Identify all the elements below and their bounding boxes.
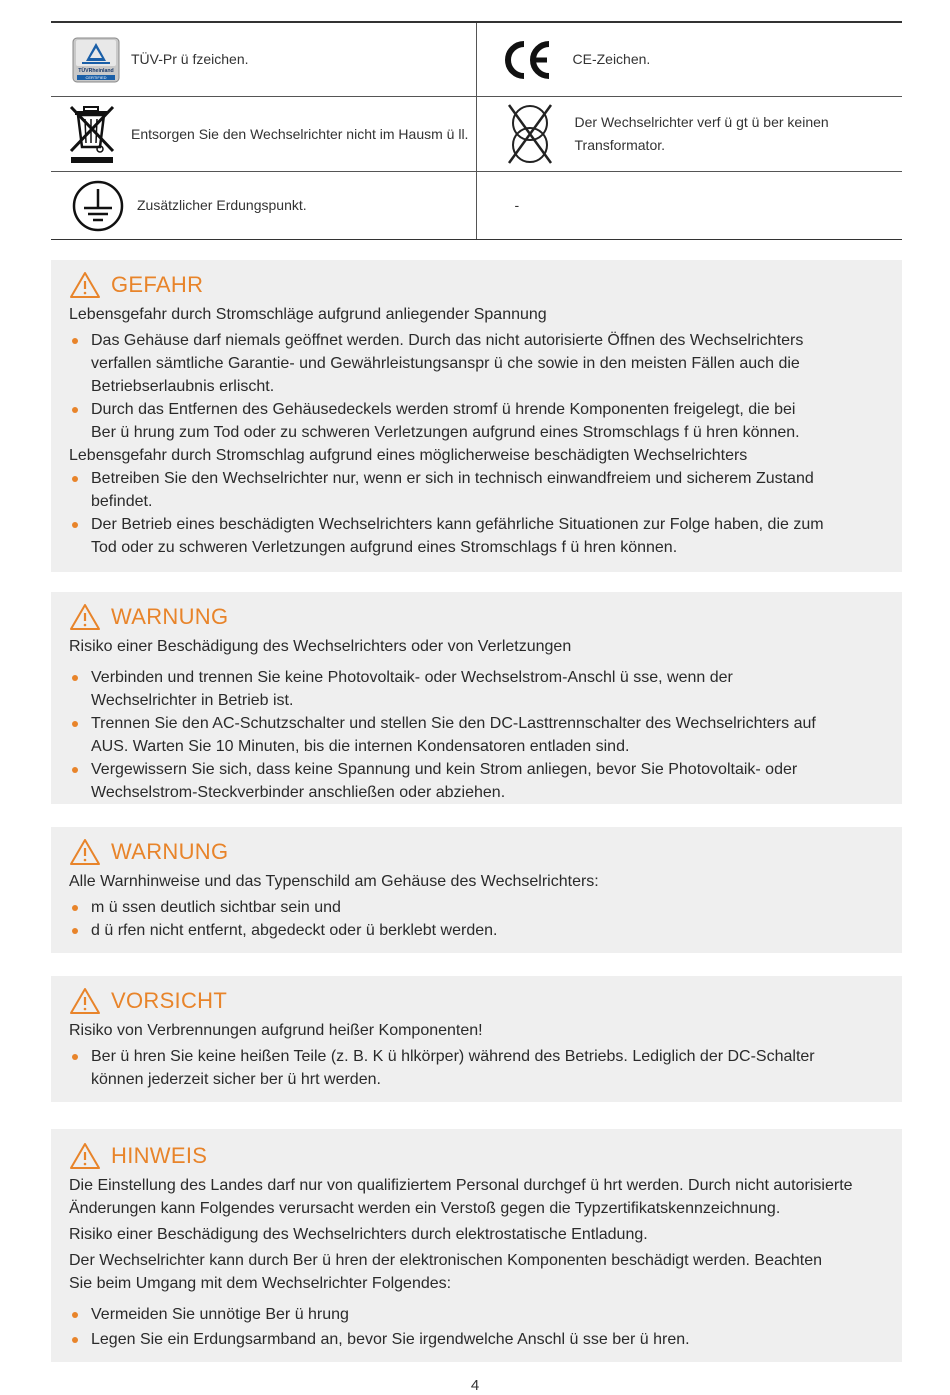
notice-box <box>51 1129 902 1362</box>
bullet-line: Durch das Entfernen des Gehäusedeckels werden stromf ü hrende Komponenten freigelegt, die bei <box>91 401 796 418</box>
bullet-line: Vermeiden Sie unnötige Ber ü hrung <box>91 1306 349 1323</box>
notice-paragraph-2: Risiko einer Beschädigung des Wechselrichters durch elektrostatische Entladung. <box>69 1226 648 1243</box>
warning-triangle-icon <box>69 271 101 299</box>
caution-box <box>51 976 902 1102</box>
caution-bullets <box>69 1045 884 1091</box>
bullet-line: Legen Sie ein Erdungsarmband an, bevor Sie irgendwelche Anschl ü sse ber ü hren. <box>91 1331 690 1348</box>
list-item <box>69 329 884 398</box>
notice-bullets <box>69 1303 884 1351</box>
warning-triangle-icon <box>69 1142 101 1170</box>
tuv-rheinland-certified-icon <box>65 37 127 83</box>
bullet-line: befindet. <box>91 493 153 510</box>
warning-bullets-2 <box>69 896 884 942</box>
danger-intro-2: Lebensgefahr durch Stromschlag aufgrund eines möglicherweise beschädigten Wechselrichters <box>69 447 748 464</box>
notice-paragraph-1b: Änderungen kann Folgendes verursacht werden ein Verstoß gegen die Typzertifikatskennzeichnung. <box>69 1200 781 1217</box>
symbol-cell-ce <box>477 23 903 96</box>
notice-header <box>69 1141 884 1171</box>
list-item <box>69 919 884 942</box>
warning-triangle-icon <box>69 838 101 866</box>
bullet-line: Verbinden und trennen Sie keine Photovoltaik- oder Wechselstrom-Anschl ü sse, wenn der <box>91 669 733 686</box>
list-item <box>69 712 884 758</box>
empty-cell-dash: - <box>514 197 520 213</box>
bullet-line: Der Betrieb eines beschädigten Wechselrichters kann gefährliche Situationen zur Folge haben, die zum <box>91 516 824 533</box>
ce-label: CE-Zeichen. <box>572 51 651 67</box>
bullet-line: m ü ssen deutlich sichtbar sein und <box>91 899 341 916</box>
warning-title-1: WARNUNG <box>111 604 229 629</box>
weee-label: Entsorgen Sie den Wechselrichter nicht im Hausm ü ll. <box>131 125 469 142</box>
symbol-row <box>51 23 902 97</box>
danger-title: GEFAHR <box>111 272 204 297</box>
symbol-cell-ground <box>51 172 477 239</box>
warning-triangle-icon <box>69 987 101 1015</box>
page-number: 4 <box>470 1377 480 1394</box>
list-item <box>69 896 884 919</box>
crossed-transformer-icon <box>505 101 555 167</box>
caution-header <box>69 986 884 1016</box>
warning-intro-2: Alle Warnhinweise und das Typenschild am Gehäuse des Wechselrichters: <box>69 873 599 890</box>
bullet-line: Wechselrichter in Betrieb ist. <box>91 692 294 709</box>
bullet-line: Betreiben Sie den Wechselrichter nur, wenn er sich in technisch einwandfreiem und sicherem Zustand <box>91 470 814 487</box>
list-item <box>69 513 884 559</box>
symbol-table <box>51 21 902 240</box>
bullet-line: Tod oder zu schweren Verletzungen aufgrund eines Stromschlags f ü hren können. <box>91 539 678 556</box>
danger-bullets-1 <box>69 329 884 444</box>
danger-box <box>51 260 902 572</box>
ground-icon <box>67 179 129 233</box>
crossed-bin-icon <box>61 103 123 165</box>
ground-label: Zusätzlicher Erdungspunkt. <box>137 197 307 213</box>
list-item <box>69 467 884 513</box>
warning-header-2 <box>69 837 884 867</box>
warning-bullets-1 <box>69 666 884 804</box>
warning-title-2: WARNUNG <box>111 839 229 864</box>
warning-box-1 <box>51 592 902 804</box>
list-item <box>69 398 884 444</box>
bullet-line: AUS. Warten Sie 10 Minuten, bis die internen Kondensatoren entladen sind. <box>91 738 630 755</box>
symbol-row <box>51 172 902 239</box>
warning-intro-1: Risiko einer Beschädigung des Wechselrichters oder von Verletzungen <box>69 638 572 655</box>
list-item <box>69 666 884 712</box>
list-item <box>69 1303 884 1326</box>
bullet-line: können jederzeit sicher ber ü hrt werden. <box>91 1071 381 1088</box>
bullet-line: Trennen Sie den AC-Schutzschalter und stellen Sie den DC-Lasttrennschalter des Wechselrichters auf <box>91 715 816 732</box>
warning-header-1 <box>69 602 884 632</box>
warning-box-2 <box>51 827 902 953</box>
no-transformer-label <box>575 111 829 157</box>
bullet-line: d ü rfen nicht entfernt, abgedeckt oder ü berklebt werden. <box>91 922 498 939</box>
bullet-line: Wechselstrom-Steckverbinder anschließen oder abziehen. <box>91 784 506 801</box>
warning-triangle-icon <box>69 603 101 631</box>
ce-mark-icon <box>503 40 553 80</box>
tuv-badge-line2: CERTIFIED <box>85 74 107 80</box>
bullet-line: Betriebserlaubnis erlischt. <box>91 378 275 395</box>
list-item <box>69 1328 884 1351</box>
bullet-line: Ber ü hren Sie keine heißen Teile (z. B. K ü hlkörper) während des Betriebs. Lediglich der DC-Schalter <box>91 1048 815 1065</box>
symbol-cell-no-transformer <box>477 97 903 171</box>
list-item <box>69 1045 884 1091</box>
notice-paragraph-1a: Die Einstellung des Landes darf nur von qualifiziertem Personal durchgef ü hrt werden. Durch nicht autorisierte <box>69 1177 853 1194</box>
tuv-label: TÜV-Pr ü fzeichen. <box>131 51 249 67</box>
no-transformer-line2: Transformator. <box>574 137 666 153</box>
symbol-row <box>51 97 902 172</box>
notice-paragraph-3b: Sie beim Umgang mit dem Wechselrichter Folgendes: <box>69 1275 452 1292</box>
symbol-cell-empty <box>477 172 903 239</box>
danger-header <box>69 270 884 300</box>
danger-intro-1: Lebensgefahr durch Stromschläge aufgrund anliegender Spannung <box>69 306 547 323</box>
no-transformer-line1: Der Wechselrichter verf ü gt ü ber keinen <box>574 114 829 130</box>
tuv-badge-line1: TÜVRheinland <box>78 67 114 74</box>
caution-title: VORSICHT <box>111 988 228 1013</box>
danger-bullets-2 <box>69 467 884 559</box>
caution-intro: Risiko von Verbrennungen aufgrund heißer Komponenten! <box>69 1022 483 1039</box>
list-item <box>69 758 884 804</box>
symbol-cell-weee <box>51 97 477 171</box>
bullet-line: Das Gehäuse darf niemals geöffnet werden. Durch das nicht autorisierte Öffnen des Wechselrichters <box>91 332 804 349</box>
bullet-line: verfallen sämtliche Garantie- und Gewährleistungsanspr ü che sowie in den meisten Fällen auch die <box>91 355 800 372</box>
notice-title: HINWEIS <box>111 1143 208 1168</box>
notice-paragraph-3a: Der Wechselrichter kann durch Ber ü hren der elektronischen Komponenten beschädigt werden. Beachten <box>69 1252 823 1269</box>
symbol-cell-tuv <box>51 23 477 96</box>
bullet-line: Ber ü hrung zum Tod oder zu schweren Verletzungen aufgrund eines Stromschlags f ü hren können. <box>91 424 800 441</box>
bullet-line: Vergewissern Sie sich, dass keine Spannung und kein Strom anliegen, bevor Sie Photovoltaik- oder <box>91 761 798 778</box>
